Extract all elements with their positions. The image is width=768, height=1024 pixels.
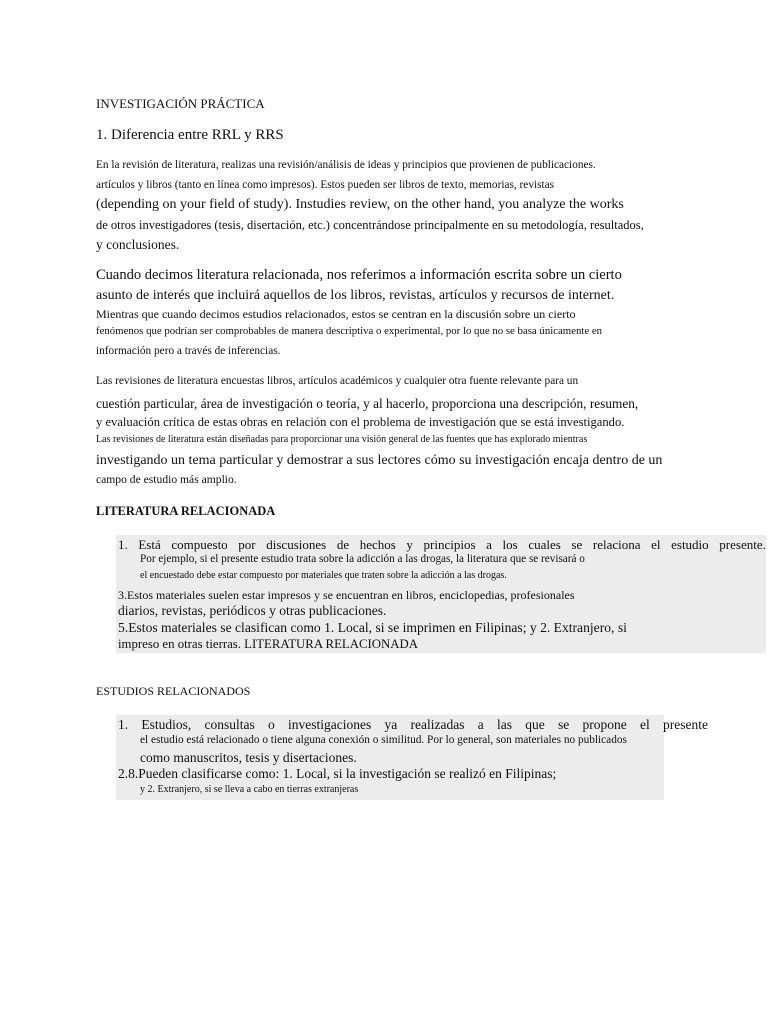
literatura-item-1-line: Por ejemplo, si el presente estudio trata sobre la adicción a las drogas, la literatura que se revisará o — [140, 553, 585, 565]
document-title: INVESTIGACIÓN PRÁCTICA — [96, 96, 265, 111]
word: el — [639, 717, 650, 732]
estudios-item-2-line: y 2. Extranjero, si se lleva a cabo en tierras extranjeras — [140, 784, 359, 795]
word: de — [336, 537, 350, 552]
word: principios — [423, 537, 476, 552]
para1-line: En la revisión de literatura, realizas una revisión/análisis de ideas y principios que provienen de publicaciones. — [96, 159, 596, 171]
word: propone — [582, 717, 627, 732]
word: a — [486, 537, 492, 552]
literatura-item-1-line: el encuestado debe estar compuesto por materiales que traten sobre la adicción a las drogas. — [140, 570, 507, 581]
literatura-relacionada-heading: LITERATURA RELACIONADA — [96, 504, 276, 518]
literatura-item-3-line: diarios, revistas, periódicos y otras publicaciones. — [118, 603, 387, 618]
para1-line: artículos y libros (tanto en línea como impresos). Estos pueden ser libros de texto, memorias, revistas — [96, 179, 555, 191]
estudios-item-1 — [118, 718, 708, 732]
para3-line: Las revisiones de literatura encuestas libros, artículos académicos y cualquier otra fuente relevante para un — [96, 375, 579, 387]
section-heading-rrl-rrs: 1. Diferencia entre RRL y RRS — [96, 127, 284, 143]
word: investigaciones — [288, 717, 372, 732]
estudios-item-1-line: el estudio está relacionado o tiene alguna conexión o similitud. Por lo general, son materiales no publicados — [140, 734, 627, 746]
word: consultas — [204, 717, 255, 732]
word: Estudios, — [141, 717, 192, 732]
word: o — [268, 717, 275, 732]
para2-line: Mientras que cuando decimos estudios relacionados, estos se centran en la discusión sobre un cierto — [96, 307, 576, 321]
literatura-item-3: 3.Estos materiales suelen estar impresos y se encuentran en libros, enciclopedias, profesionales — [118, 588, 575, 602]
word: Está — [138, 537, 161, 552]
word: y — [406, 537, 413, 552]
word: a — [477, 717, 484, 732]
word: se — [571, 537, 583, 552]
estudios-relacionados-heading: ESTUDIOS RELACIONADOS — [96, 684, 251, 698]
word: realizadas — [410, 717, 465, 732]
word: 1. — [118, 537, 128, 552]
para2-line: fenómenos que podrían ser comprobables de manera descriptiva o experimental, por lo que no se basa únicamente en — [96, 325, 603, 337]
word: se — [557, 717, 570, 732]
word: presente. — [719, 537, 766, 552]
para2-line: información pero a través de inferencias. — [96, 345, 281, 357]
estudios-item-1-line: como manuscritos, tesis y disertaciones. — [140, 750, 357, 765]
word: compuesto — [171, 537, 228, 552]
estudios-item-2: 2.8.Pueden clasificarse como: 1. Local, si la investigación se realizó en Filipinas; — [118, 766, 557, 781]
word: hechos — [359, 537, 396, 552]
para3-line: y evaluación crítica de estas obras en relación con el problema de investigación que se está investigando. — [96, 415, 625, 429]
word: por — [238, 537, 256, 552]
para1-line: (depending on your field of study). Instudies review, on the other hand, you analyze the works — [96, 197, 624, 212]
word: estudio — [671, 537, 709, 552]
word: presente — [662, 717, 708, 732]
para2-line: Cuando decimos literatura relacionada, nos referimos a información escrita sobre un cierto — [96, 267, 622, 283]
para1-line: y conclusiones. — [96, 237, 180, 252]
para3-line: cuestión particular, área de investigación o teoría, y al hacerlo, proporciona una descripción, resumen, — [96, 396, 639, 411]
para3-line: Las revisiones de literatura están diseñadas para proporcionar una visión general de las fuentes que has explorado mientras — [96, 434, 588, 445]
para3-line: investigando un tema particular y demostrar a sus lectores cómo su investigación encaja dentro de un — [96, 453, 663, 468]
literatura-item-5-line: impreso en otras tierras. LITERATURA RELACIONADA — [118, 637, 418, 651]
word: el — [651, 537, 661, 552]
word: las — [496, 717, 512, 732]
para2-line: asunto de interés que incluirá aquellos de los libros, revistas, artículos y recursos de internet. — [96, 288, 615, 303]
para1-line: de otros investigadores (tesis, disertación, etc.) concentrándose principalmente en su metodología, resultados, — [96, 218, 644, 232]
word: relaciona — [592, 537, 641, 552]
word: los — [502, 537, 518, 552]
literatura-item-5: 5.Estos materiales se clasifican como 1. Local, si se imprimen en Filipinas; y 2. Extranjero, si — [118, 620, 627, 635]
literatura-item-1 — [118, 538, 766, 551]
word: 1. — [118, 717, 129, 732]
word: discusiones — [266, 537, 327, 552]
word: que — [525, 717, 545, 732]
para3-line: campo de estudio más amplio. — [96, 473, 237, 486]
word: cuales — [528, 537, 561, 552]
word: ya — [384, 717, 398, 732]
